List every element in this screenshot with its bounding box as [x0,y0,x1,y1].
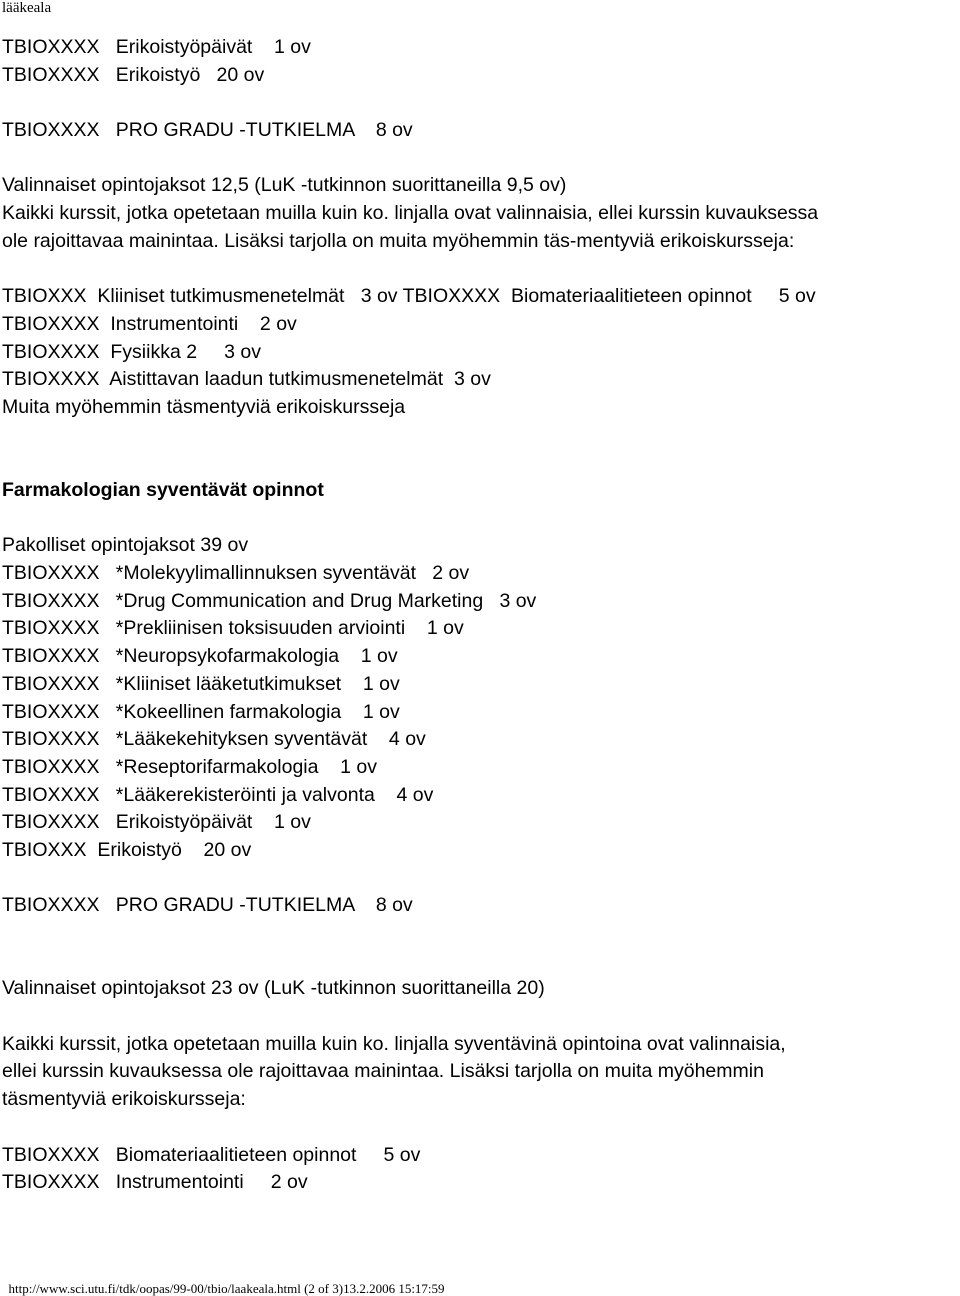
course-line: TBIOXXXX Erikoistyöpäivät 1 ov [2,811,311,834]
course-line: TBIOXXXX *Drug Communication and Drug Marketing 3 ov [2,589,537,612]
course-line: TBIOXXXX *Lääkekehityksen syventävät 4 ov [2,728,426,751]
blank-line [2,145,958,173]
paragraph-line: Kaikki kurssit, jotka opetetaan muilla kuin ko. linjalla ovat valinnaisia, ellei kurssin kuvauksessa [2,202,819,225]
course-line: TBIOXXX Kliiniset tutkimusmenetelmät 3 ov TBIOXXXX Biomateriaalitieteen opinnot 5 ov [2,285,816,308]
section-heading: Farmakologian syventävät opinnot [2,479,324,501]
course-line: TBIOXXXX *Kokeellinen farmakologia 1 ov [2,700,400,723]
course-line: TBIOXXXX PRO GRADU -TUTKIELMA 8 ov [2,894,413,917]
blank-line [2,256,958,284]
course-line: TBIOXXXX Instrumentointi 2 ov [2,1171,308,1194]
paragraph-line: Valinnaiset opintojaksot 12,5 (LuK -tutkinnon suorittaneilla 9,5 ov) [2,174,567,197]
course-line: TBIOXXXX Fysiikka 2 3 ov [2,340,261,363]
footer-url-link[interactable]: http://www.sci.utu.fi/tdk/oopas/99-00/tbio/laakeala.html (2 of 3)13.2.2006 15:17:59 [8,1281,445,1296]
blank-line [2,1114,958,1142]
course-line: TBIOXXXX *Lääkerekisteröinti ja valvonta 4 ov [2,783,434,806]
course-line: TBIOXXXX Erikoistyö 20 ov [2,63,265,86]
blank-line [2,865,958,893]
course-line: TBIOXXXX *Reseptorifarmakologia 1 ov [2,755,377,778]
course-line: TBIOXXXX PRO GRADU -TUTKIELMA 8 ov [2,119,413,142]
document-body [2,34,958,1197]
course-line: TBIOXXX Erikoistyö 20 ov [2,838,252,861]
paragraph-line: Pakolliset opintojaksot 39 ov [2,534,249,557]
course-line: TBIOXXXX Erikoistyöpäivät 1 ov [2,36,311,58]
blank-line [2,920,958,948]
course-line: TBIOXXXX *Prekliinisen toksisuuden arviointi 1 ov [2,617,464,640]
blank-line [2,948,958,976]
blank-line [2,1003,958,1031]
blank-line [2,449,958,477]
paragraph-line: ole rajoittavaa mainintaa. Lisäksi tarjolla on muita myöhemmin täs-mentyviä erikoiskursseja: [2,229,795,252]
blank-line [2,505,958,533]
page-header-title: lääkeala [2,0,52,16]
course-line: TBIOXXXX Instrumentointi 2 ov [2,312,297,335]
blank-line [2,422,958,450]
course-line: TBIOXXXX Aistittavan laadun tutkimusmenetelmät 3 ov [2,368,491,391]
paragraph-line: ellei kurssin kuvauksessa ole rajoittavaa mainintaa. Lisäksi tarjolla on muita myöhemmin [2,1060,764,1083]
paragraph-line: täsmentyviä erikoiskursseja: [2,1088,246,1111]
paragraph-line: Valinnaiset opintojaksot 23 ov (LuK -tutkinnon suorittaneilla 20) [2,977,545,1000]
paragraph-line: Kaikki kurssit, jotka opetetaan muilla kuin ko. linjalla syventävinä opintoina ovat valinnaisia, [2,1032,786,1055]
blank-line [2,89,958,117]
page-footer [2,1266,445,1296]
course-line: TBIOXXXX *Molekyylimallinnuksen syventävät 2 ov [2,562,470,585]
course-line: TBIOXXXX *Kliiniset lääketutkimukset 1 ov [2,672,400,695]
paragraph-line: Muita myöhemmin täsmentyviä erikoiskursseja [2,395,406,418]
course-line: TBIOXXXX Biomateriaalitieteen opinnot 5 ov [2,1143,421,1166]
course-line: TBIOXXXX *Neuropsykofarmakologia 1 ov [2,645,398,668]
